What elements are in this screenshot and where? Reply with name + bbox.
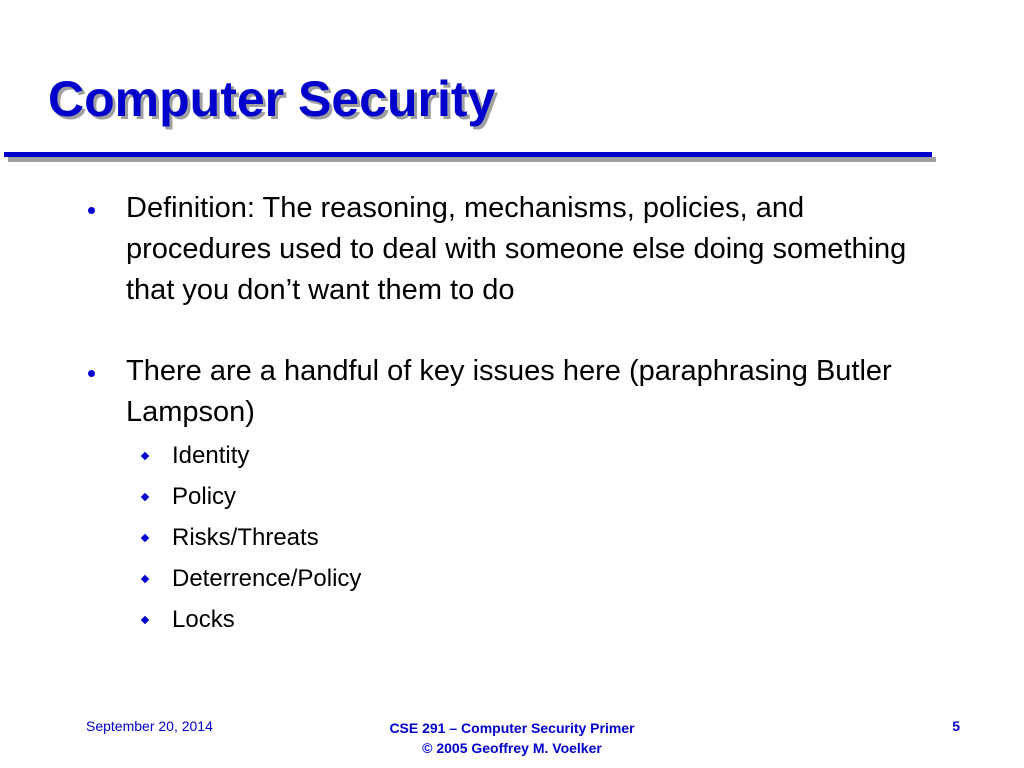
bullet-text: There are a handful of key issues here (paraphrasing Butler Lampson) xyxy=(126,355,892,428)
diamond-bullet-icon xyxy=(141,575,149,583)
diamond-bullet-icon xyxy=(141,616,149,624)
sub-bullet-list xyxy=(126,435,946,640)
sub-bullet-text: Deterrence/Policy xyxy=(172,565,362,592)
footer-copyright: © 2005 Geoffrey M. Voelker xyxy=(422,740,602,756)
sub-bullet-risks-threats xyxy=(126,517,946,558)
sub-bullet-text: Risks/Threats xyxy=(172,524,319,551)
bullet-item-definition xyxy=(0,188,946,311)
title-rule xyxy=(4,152,932,157)
bullet-dot-icon xyxy=(88,207,95,214)
sub-bullet-locks xyxy=(126,599,946,640)
bullet-item-key-issues xyxy=(0,351,946,640)
sub-bullet-text: Identity xyxy=(172,442,250,469)
sub-bullet-text: Locks xyxy=(172,606,235,633)
bullet-list xyxy=(0,188,1024,640)
slide-title: Computer Security xyxy=(48,71,496,127)
sub-bullet-identity xyxy=(126,435,946,476)
diamond-bullet-icon xyxy=(141,534,149,542)
diamond-bullet-icon xyxy=(141,452,149,460)
sub-bullet-policy xyxy=(126,476,946,517)
footer-course: CSE 291 – Computer Security Primer xyxy=(389,720,635,736)
sub-bullet-deterrence-policy xyxy=(126,558,946,599)
diamond-bullet-icon xyxy=(141,493,149,501)
title-rule-shadow xyxy=(8,157,936,162)
bullet-dot-icon xyxy=(88,370,95,377)
sub-bullet-text: Policy xyxy=(172,483,237,510)
footer-center xyxy=(312,718,712,758)
footer-date: September 20, 2014 xyxy=(86,718,213,734)
footer-page-number: 5 xyxy=(952,718,960,734)
bullet-text: Definition: The reasoning, mechanisms, policies, and procedures used to deal with someone else doing something that you don’t want them to do xyxy=(126,192,907,306)
